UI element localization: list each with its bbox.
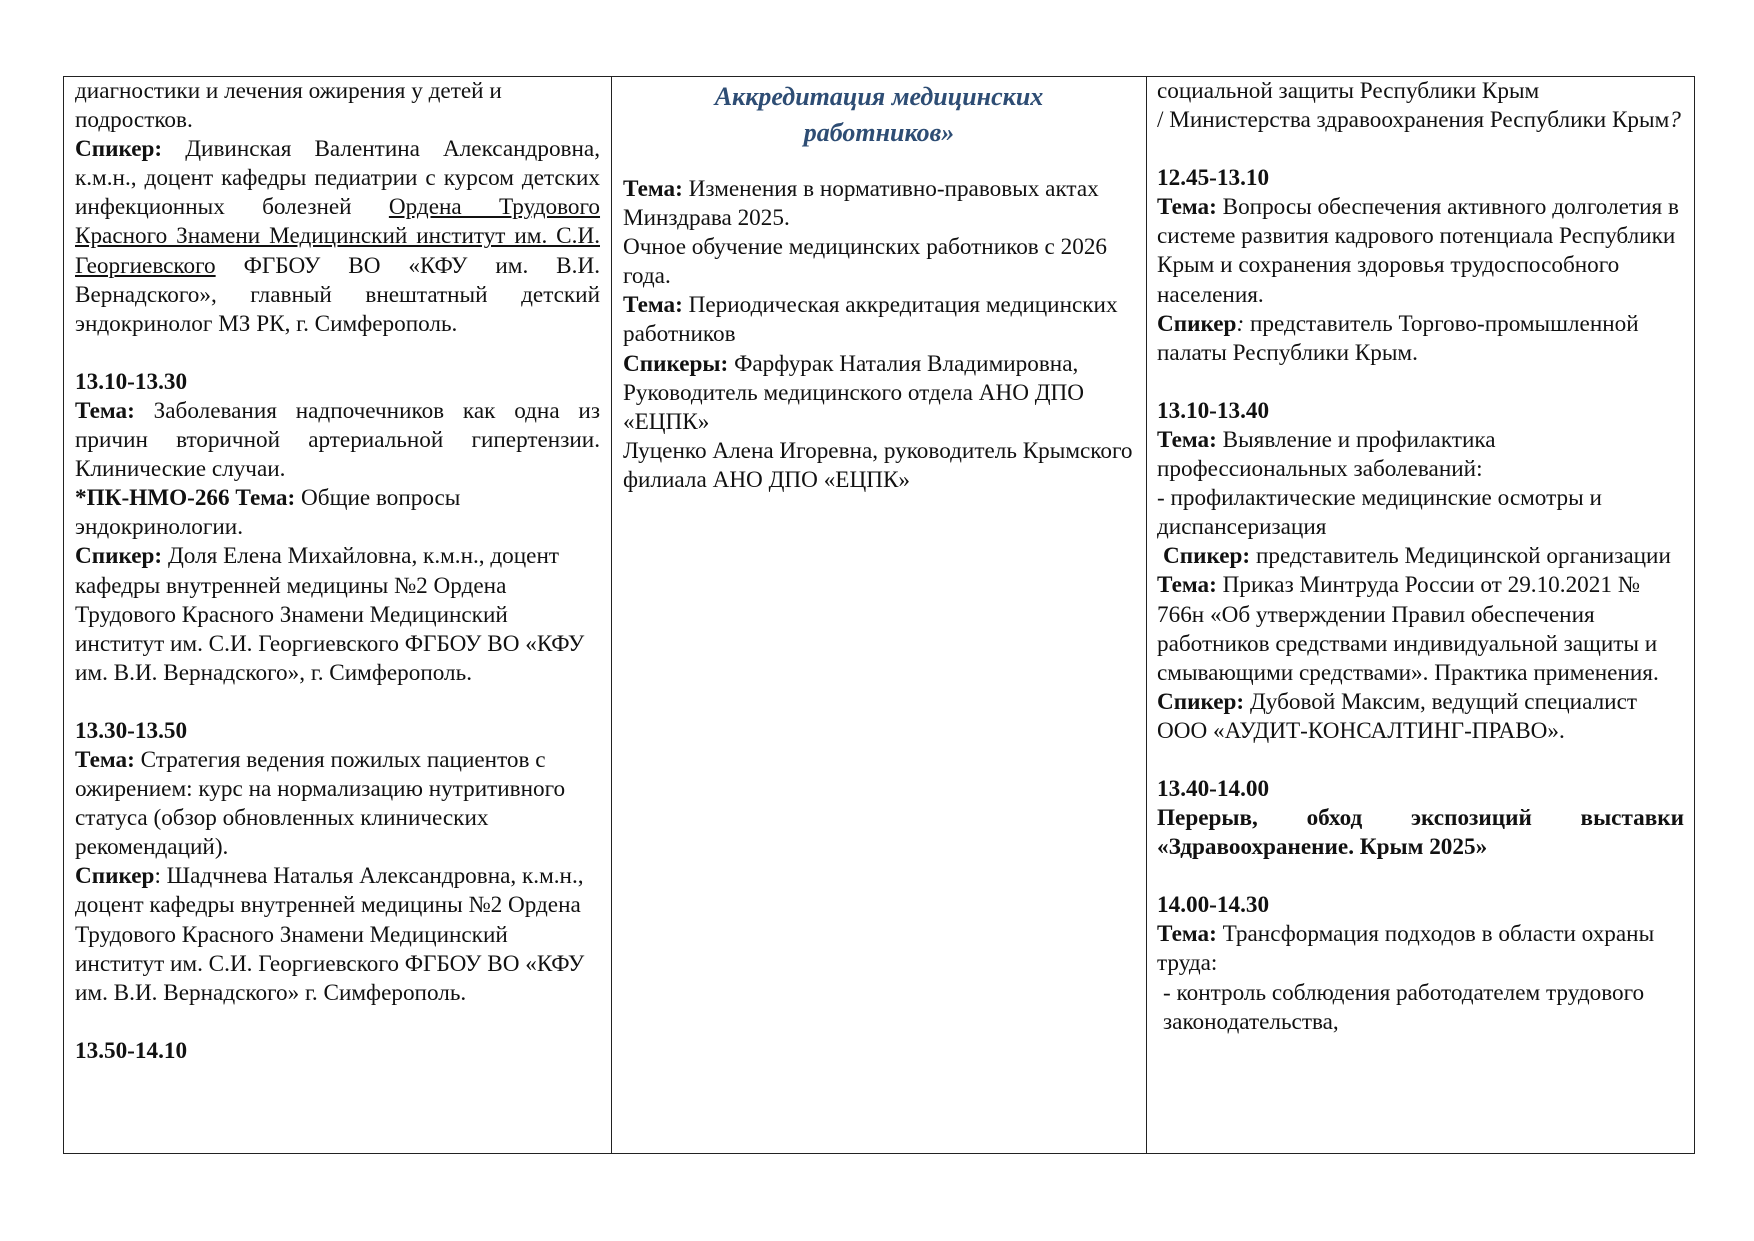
section-title-line1: Аккредитация медицинских bbox=[714, 82, 1044, 111]
speaker-paragraph bbox=[75, 135, 600, 339]
session-time: 13.10-13.40 bbox=[1157, 397, 1270, 424]
session-time: 13.10-13.30 bbox=[75, 368, 188, 395]
speaker-paragraph bbox=[1157, 688, 1684, 746]
speaker-text-cont: ФГБОУ ВО «КФУ им. В.И. Вернадского», главный внештатный детский эндокринолог МЗ РК, г. Симферополь. bbox=[75, 252, 600, 337]
topic-paragraph bbox=[1157, 426, 1684, 484]
table-column-right bbox=[1147, 77, 1694, 1153]
topic-label: Тема: bbox=[75, 397, 135, 424]
speaker-paragraph bbox=[75, 542, 600, 687]
intro-line: социальной защиты Республики Крым bbox=[1157, 78, 1540, 104]
speaker-label: Спикер: bbox=[75, 543, 163, 570]
topic-label: Тема: bbox=[1157, 921, 1217, 948]
break-text: Перерыв, обход экспозиций выставки «Здравоохранение. Крым 2025» bbox=[1157, 805, 1684, 861]
topic-paragraph bbox=[623, 175, 1135, 233]
topic-label: Тема: bbox=[1157, 194, 1217, 221]
section-title-line2: работников» bbox=[803, 118, 955, 147]
speakers-paragraph bbox=[623, 350, 1135, 437]
topic-text: Приказ Минтруда России от 29.10.2021 № 766н «Об утверждении Правил обеспечения работников средствами индивидуальной защиты и смывающими средствами». Практика применения. bbox=[1157, 572, 1659, 686]
speaker-colon: : bbox=[1236, 310, 1245, 337]
speaker-text: Дубовой Максим, ведущий специалист ООО «АУДИТ-КОНСАЛТИНГ-ПРАВО». bbox=[1157, 688, 1637, 744]
speaker-paragraph bbox=[1157, 542, 1684, 571]
topic-paragraph bbox=[75, 397, 600, 484]
speaker-text: представитель Медицинской организации bbox=[1250, 543, 1671, 570]
speaker-second: Луценко Алена Игоревна, руководитель Крымского филиала АНО ДПО «ЕЦПК» bbox=[623, 437, 1133, 493]
topic-label: Тема: bbox=[1157, 572, 1217, 599]
intro-text: диагностики и лечения ожирения у детей и подростков. bbox=[75, 78, 502, 134]
topic-paragraph bbox=[1157, 920, 1684, 978]
speaker-text: представитель Торгово-промышленной палаты Республики Крым. bbox=[1157, 310, 1639, 366]
topic-text: Выявление и профилактика профессиональных заболеваний: bbox=[1157, 426, 1496, 483]
list-item: - контроль соблюдения работодателем трудового законодательства, bbox=[1163, 979, 1645, 1035]
topic-label: Тема: bbox=[1157, 426, 1217, 453]
speaker-paragraph bbox=[75, 862, 600, 1007]
topic-paragraph bbox=[623, 291, 1135, 349]
speaker-label: Спикер: bbox=[1163, 543, 1251, 570]
topic-extra: Очное обучение медицинских работников с 2026 года. bbox=[623, 234, 1108, 290]
speakers-label: Спикеры: bbox=[623, 350, 729, 377]
section-title bbox=[623, 79, 1135, 151]
nmo-topic-text: Общие вопросы эндокринологии. bbox=[75, 485, 461, 541]
speaker-text: Дивинская Валентина Александровна, к.м.н., доцент кафедры педиатрии с курсом детских инфекционных болезней bbox=[75, 136, 600, 221]
nmo-topic-paragraph bbox=[75, 484, 600, 542]
topic-text: Стратегия ведения пожилых пациентов с ожирением: курс на нормализацию нутритивного статуса (обзор обновленных клинических рекомендаций). bbox=[75, 746, 566, 861]
topic-paragraph bbox=[1157, 571, 1684, 687]
intro-line bbox=[1157, 106, 1684, 135]
session-time: 13.50-14.10 bbox=[75, 1037, 188, 1064]
speakers-text: Фарфурак Наталия Владимировна, Руководитель медицинского отдела АНО ДПО «ЕЦПК» bbox=[623, 350, 1085, 435]
topic-paragraph bbox=[75, 746, 600, 862]
topic-text: Трансформация подходов в области охраны труда: bbox=[1157, 921, 1655, 977]
nmo-code: *ПК-НМО-266 Тема: bbox=[75, 485, 296, 512]
speaker-paragraph bbox=[1157, 310, 1684, 368]
table-column-middle bbox=[612, 77, 1147, 1153]
topic-text: Заболевания надпочечников как одна из причин вторичной артериальной гипертензии. Клинические случаи. bbox=[75, 397, 600, 483]
speaker-text: : Шадчнева Наталья Александровна, к.м.н., доцент кафедры внутренней медицины №2 Ордена Трудового Красного Знамени Медицинский институт им. С.И. Георгиевского ФГБОУ ВО «КФУ им. В.И. Вернадского» г. Симферополь. bbox=[75, 863, 585, 1006]
topic-paragraph bbox=[1157, 193, 1684, 251]
speaker-label: Спикер: bbox=[75, 136, 163, 163]
intro-question: ? bbox=[1669, 107, 1681, 134]
topic-text-cont: Крым и сохранения здоровья трудоспособного населения. bbox=[1157, 252, 1620, 308]
topic-text: Вопросы обеспечения активного долголетия в системе развития кадрового потенциала Республики bbox=[1157, 194, 1679, 250]
program-table bbox=[63, 76, 1695, 1154]
topic-label: Тема: bbox=[75, 746, 135, 773]
institute-link[interactable]: Ордена Трудового Красного Знамени Медицинский институт им. С.И. Георгиевского bbox=[75, 194, 601, 279]
speaker-label: Спикер: bbox=[1157, 688, 1245, 715]
session-time: 13.40-14.00 bbox=[1157, 775, 1270, 802]
speaker-label: Спикер bbox=[1157, 310, 1237, 337]
session-time: 14.00-14.30 bbox=[1157, 892, 1270, 919]
topic-label: Тема: bbox=[623, 292, 683, 319]
intro-text: / Министерства здравоохранения Республики Крым bbox=[1157, 107, 1670, 134]
table-column-left bbox=[64, 77, 612, 1153]
session-time: 12.45-13.10 bbox=[1157, 165, 1270, 192]
list-item: - профилактические медицинские осмотры и диспансеризация bbox=[1157, 485, 1602, 541]
session-time: 13.30-13.50 bbox=[75, 717, 188, 744]
topic-text: Периодическая аккредитация медицинских работников bbox=[623, 292, 1118, 348]
topic-label: Тема: bbox=[623, 176, 683, 202]
topic-text: Изменения в нормативно-правовых актах Минздрава 2025. bbox=[623, 176, 1099, 232]
speaker-text: Доля Елена Михайловна, к.м.н., доцент кафедры внутренней медицины №2 Ордена Трудового Красного Знамени Медицинский институт им. С.И. Георгиевского ФГБОУ ВО «КФУ им. В.И. Вернадского», г. Симферополь. bbox=[75, 543, 585, 686]
speaker-label: Спикер bbox=[75, 863, 155, 890]
